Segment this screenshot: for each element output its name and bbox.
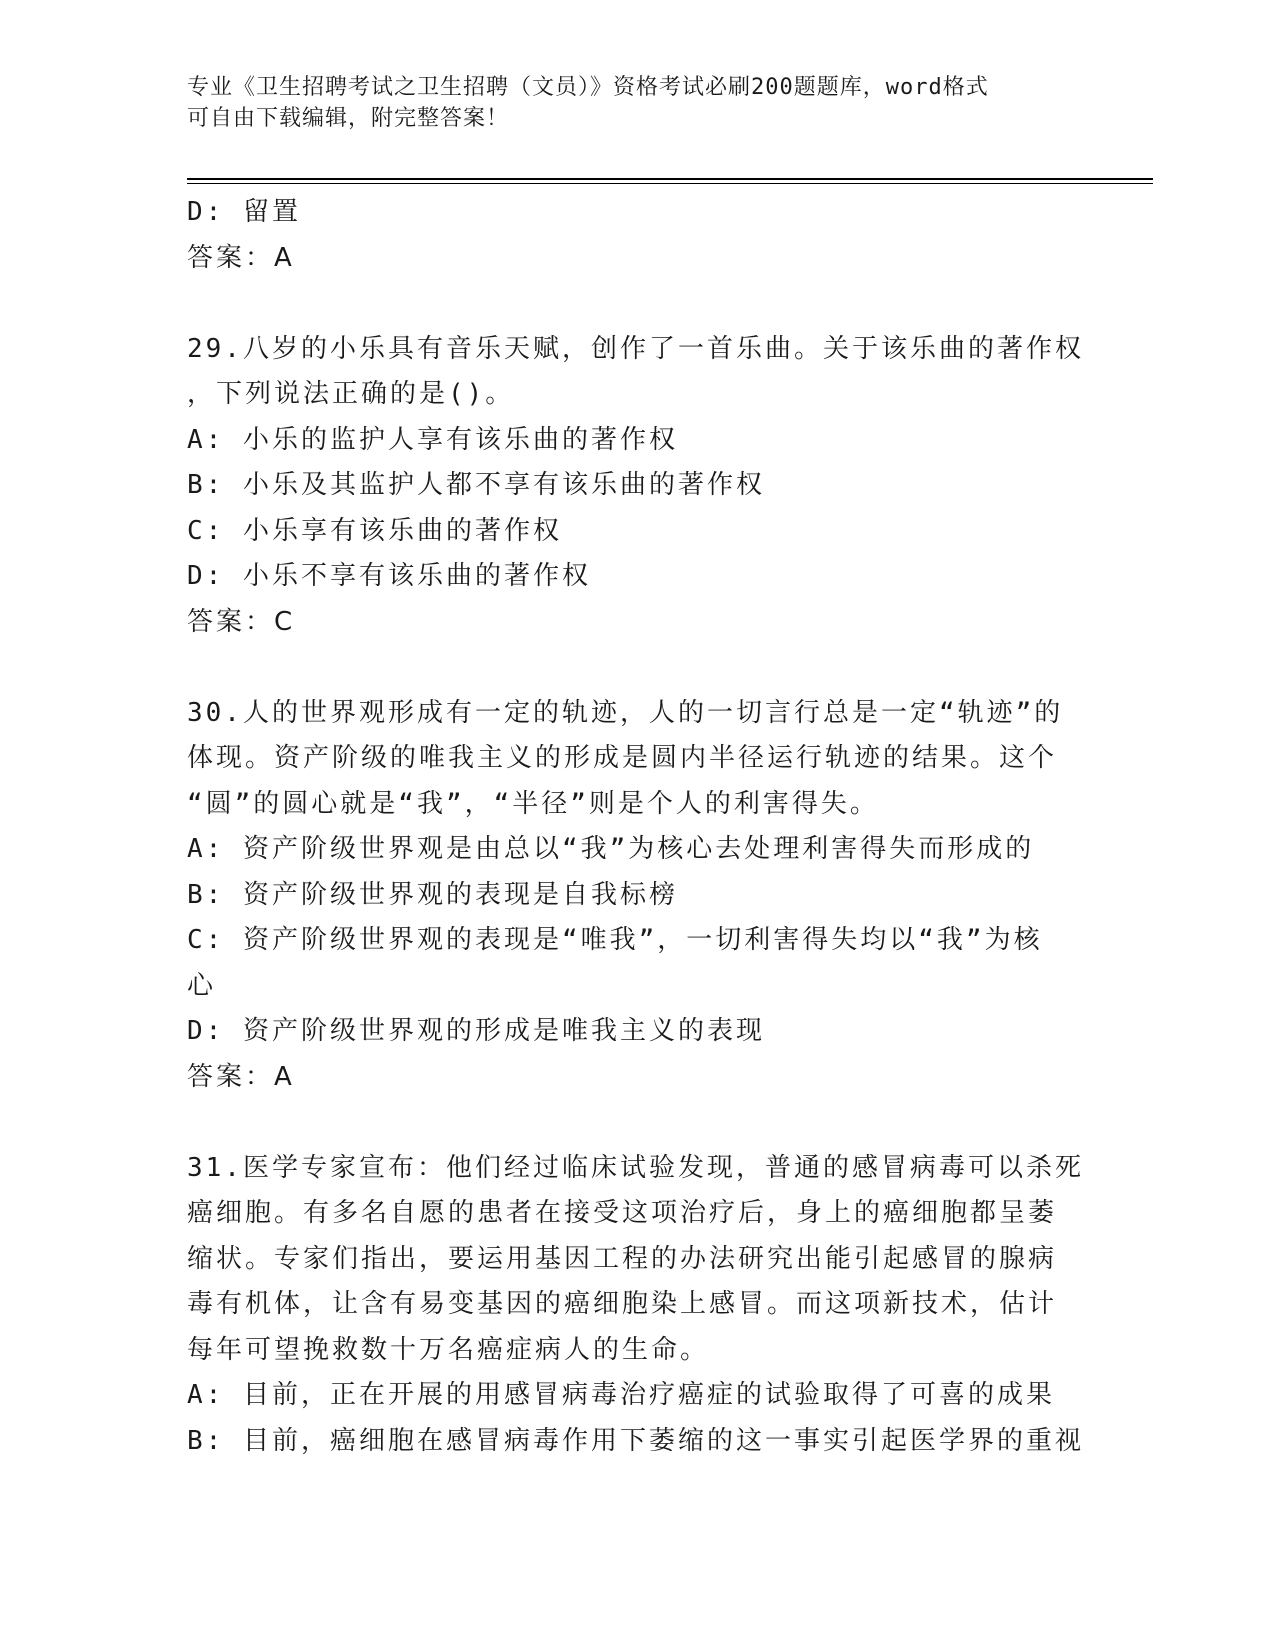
- option-d: D: 留置: [187, 197, 301, 227]
- option-b: B: 目前，癌细胞在感冒病毒作用下萎缩的这一事实引起医学界的重视: [187, 1425, 1084, 1456]
- answer-line: 答案：A: [187, 1061, 295, 1092]
- header-line-1: 专业《卫生招聘考试之卫生招聘（文员）》资格考试必刷200题题库，word格式: [187, 75, 989, 100]
- option-d: D: 小乐不享有该乐曲的著作权: [187, 561, 591, 591]
- question-list: [187, 190, 1087, 1464]
- header-divider: [187, 178, 1153, 184]
- option-a: A: 资产阶级世界观是由总以“我”为核心去处理利害得失而形成的: [187, 834, 1035, 864]
- question-stem-line: 体现。资产阶级的唯我主义的形成是圆内半径运行轨迹的结果。这个: [187, 743, 1058, 773]
- question-stem-line: 癌细胞。有多名自愿的患者在接受这项治疗后，身上的癌细胞都呈萎: [187, 1198, 1058, 1228]
- option-c-continued: 心: [187, 970, 217, 1001]
- answer-line: 答案：A: [187, 242, 295, 273]
- option-d: D: 资产阶级世界观的形成是唯我主义的表现: [187, 1016, 765, 1046]
- document-header: [187, 72, 1067, 134]
- question-29: [187, 327, 1087, 646]
- option-a: A: 目前，正在开展的用感冒病毒治疗癌症的试验取得了可喜的成果: [187, 1380, 1055, 1410]
- question-30: [187, 691, 1087, 1101]
- question-stem-line: 毒有机体，让含有易变基因的癌细胞染上感冒。而这项新技术，估计: [187, 1289, 1058, 1319]
- option-c: C: 小乐享有该乐曲的著作权: [187, 515, 562, 546]
- spacer: [187, 281, 1087, 327]
- question-stem-line: “圆”的圆心就是“我”，“半径”则是个人的利害得失。: [187, 788, 879, 819]
- option-b: B: 资产阶级世界观的表现是自我标榜: [187, 879, 678, 910]
- question-stem-line: 31.医学专家宣布：他们经过临床试验发现，普通的感冒病毒可以杀死: [187, 1152, 1084, 1183]
- previous-question-tail: [187, 190, 1087, 281]
- question-stem-line: 30.人的世界观形成有一定的轨迹，人的一切言行总是一定“轨迹”的: [187, 697, 1064, 728]
- answer-line: 答案：C: [187, 606, 296, 637]
- question-stem-line: 每年可望挽救数十万名癌症病人的生命。: [187, 1334, 710, 1365]
- question-stem-line: 29.八岁的小乐具有音乐天赋，创作了一首乐曲。关于该乐曲的著作权: [187, 333, 1084, 364]
- option-a: A: 小乐的监护人享有该乐曲的著作权: [187, 424, 678, 455]
- spacer: [187, 1100, 1087, 1146]
- question-stem-line: 缩状。专家们指出，要运用基因工程的办法研究出能引起感冒的腺病: [187, 1243, 1058, 1274]
- question-stem-line: ，下列说法正确的是()。: [187, 379, 515, 409]
- header-line-2: 可自由下载编辑，附完整答案！: [187, 106, 510, 131]
- question-31: [187, 1146, 1087, 1465]
- option-b: B: 小乐及其监护人都不享有该乐曲的著作权: [187, 470, 765, 500]
- spacer: [187, 645, 1087, 691]
- option-c: C: 资产阶级世界观的表现是“唯我”，一切利害得失均以“我”为核: [187, 925, 1043, 955]
